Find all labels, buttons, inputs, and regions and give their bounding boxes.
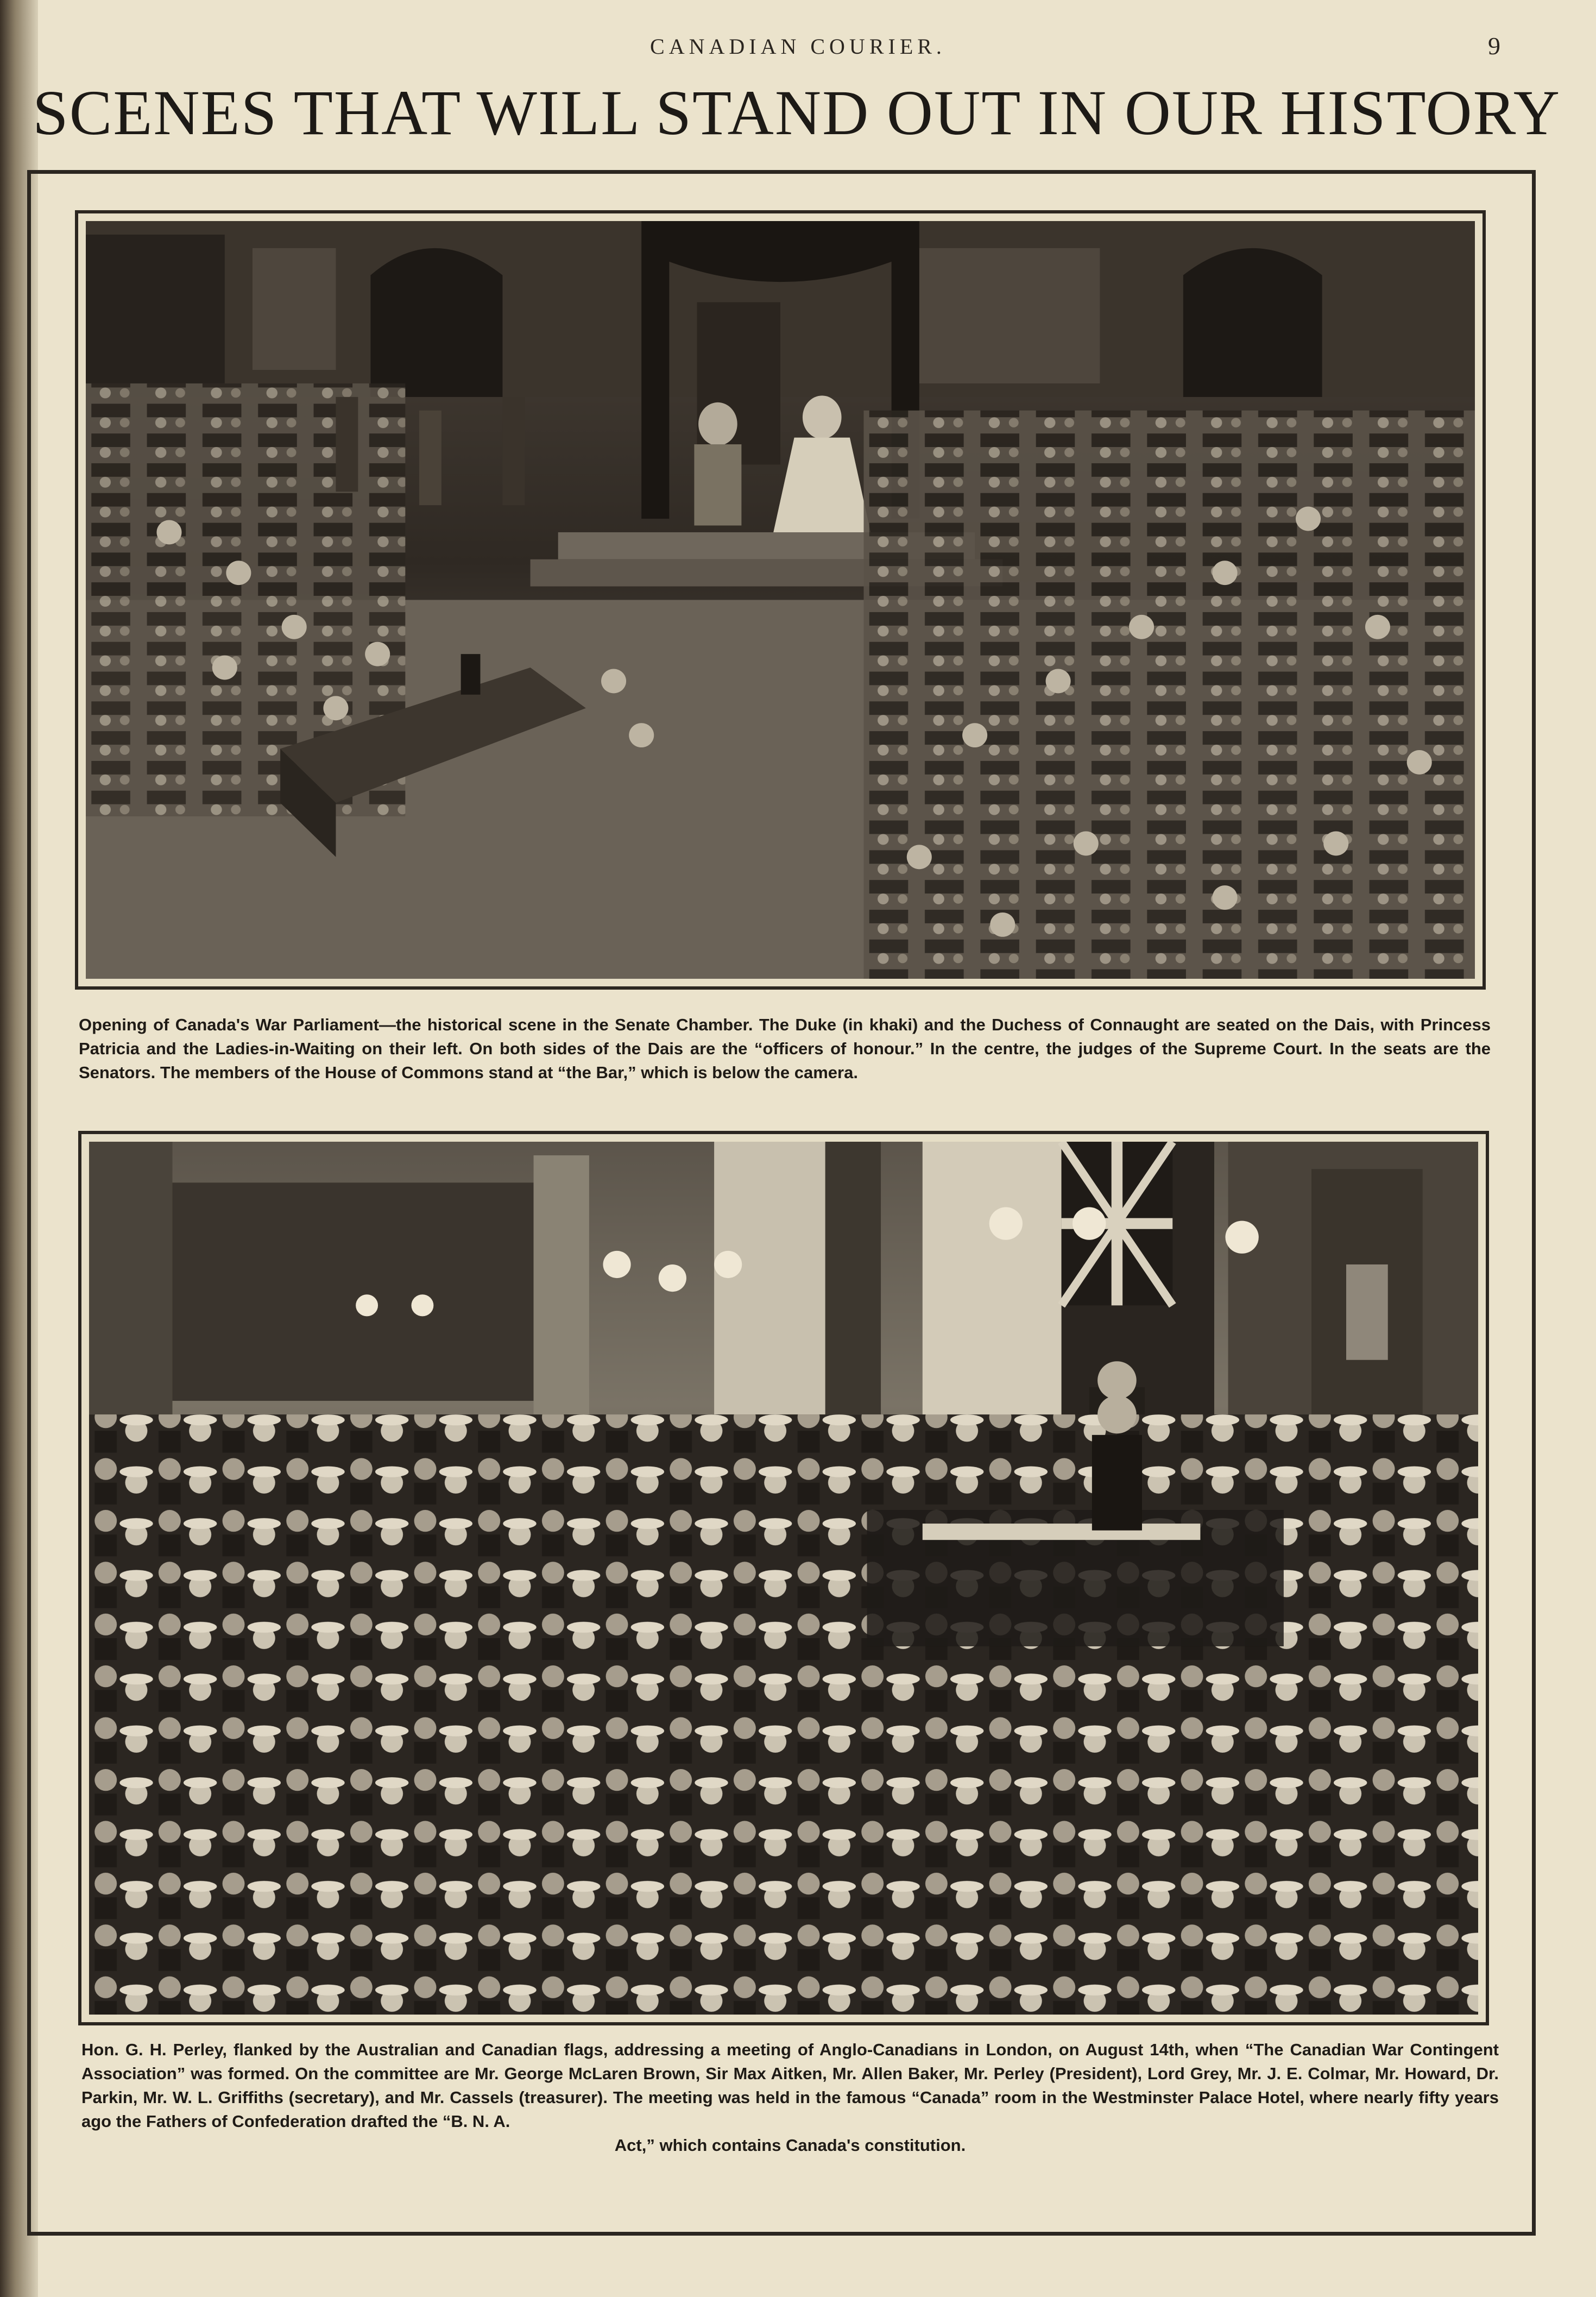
westminster-meeting-caption: [81, 2038, 1499, 2157]
running-head: CANADIAN COURIER.: [650, 34, 946, 59]
senate-chamber-photo-frame: [75, 210, 1486, 990]
westminster-caption-body: Hon. G. H. Perley, flanked by the Australian and Canadian flags, addressing a meeting of Anglo-Canadians in London, on August 14th, when “The Canadian War Contingent Association” was formed. On the committee are Mr. George McLaren Brown, Sir Max Aitken, Mr. Allen Baker, Mr. Perley (President), Lord Grey, Mr. J. E. Colmar, Mr. Howard, Dr. Parkin, Mr. W. L. Griffiths (secretary), and Mr. Cassels (treasurer). The meeting was held in the famous “Canada” room in the Westminster Palace Hotel, where nearly fifty years ago the Fathers of Confederation drafted the “B. N. A.: [81, 2040, 1499, 2131]
page-headline: SCENES THAT WILL STAND OUT IN OUR HISTORY: [33, 77, 1561, 148]
page-number: 9: [1488, 32, 1500, 60]
westminster-caption-last-line: Act,” which contains Canada's constitution.: [614, 2136, 966, 2155]
senate-chamber-photo: [86, 221, 1475, 979]
westminster-meeting-photo-frame: [78, 1131, 1489, 2025]
westminster-meeting-photo: [89, 1142, 1478, 2015]
senate-chamber-caption: Opening of Canada's War Parliament—the historical scene in the Senate Chamber. The Duke (in khaki) and the Duchess of Connaught are seated on the Dais, with Princess Patricia and the Ladies-in-Waiting on their left. On both sides of the Dais are the “officers of honour.” In the centre, the judges of the Supreme Court. In the seats are the Senators. The members of the House of Commons stand at “the Bar,” which is below the camera.: [79, 1015, 1491, 1082]
